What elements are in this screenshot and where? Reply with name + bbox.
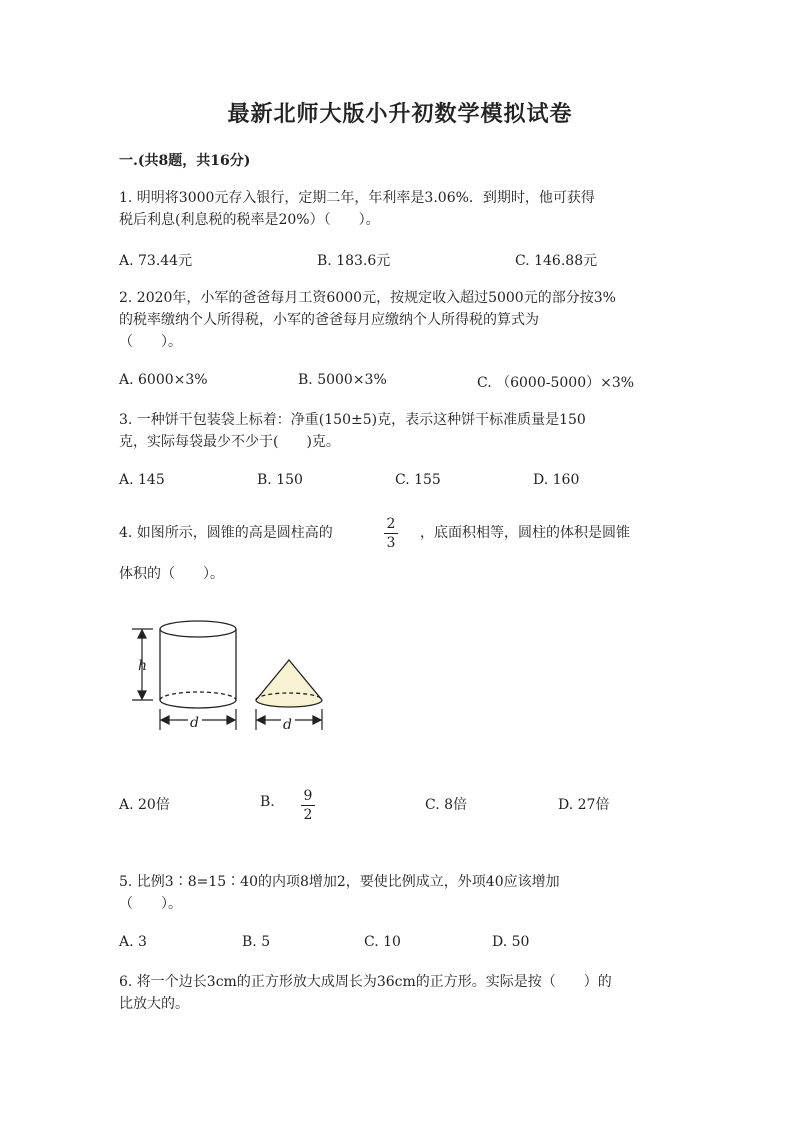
section-heading: 一.(共8题，共16分)	[119, 153, 251, 169]
q4-fraction-denominator: 3	[386, 535, 396, 551]
question-4-line-1b: ，底面积相等，圆柱的体积是圆锥	[420, 525, 630, 541]
page-title: 最新北师大版小升初数学模拟试卷	[227, 102, 573, 127]
question-4-line-2: 体积的（ ）。	[119, 566, 224, 582]
question-1	[119, 187, 595, 231]
cylinder-diameter-label: d	[190, 715, 199, 731]
q4-fraction-numerator: 2	[386, 516, 396, 532]
question-2	[119, 287, 616, 353]
question-6-line-1: 6. 将一个边长3cm的正方形放大成周长为36cm的正方形。实际是按（ ）的	[119, 974, 612, 990]
question-4-line-1a: 4. 如图所示，圆锥的高是圆柱高的	[119, 525, 333, 541]
question-2-line-1: 2. 2020年，小军的爸爸每月工资6000元，按规定收入超过5000元的部分按3%	[119, 290, 616, 306]
q4-option-b-numerator: 9	[303, 788, 313, 804]
question-5-line-2: （ ）。	[119, 896, 182, 912]
q1-option-c: C. 146.88元	[515, 253, 598, 269]
q3-option-d: D. 160	[533, 472, 580, 488]
q5-option-b: B. 5	[242, 934, 271, 950]
cone-shape	[256, 660, 322, 707]
question-5	[119, 871, 560, 915]
q1-option-a: A. 73.44元	[119, 253, 193, 269]
q5-option-d: D. 50	[492, 934, 530, 950]
cylinder-cone-figure	[125, 612, 355, 742]
question-5-line-1: 5. 比例3∶8=15∶40的内项8增加2，要使比例成立，外项40应该增加	[119, 874, 560, 890]
cone-diameter-label: d	[283, 717, 292, 733]
cylinder-shape	[160, 621, 236, 708]
question-2-line-3: （ ）。	[119, 334, 182, 350]
height-label: h	[138, 658, 148, 674]
q2-option-b: B. 5000×3%	[298, 372, 387, 388]
question-2-line-2: 的税率缴纳个人所得税，小军的爸爸每月应缴纳个人所得税的算式为	[119, 312, 539, 328]
question-1-line-1: 1. 明明将3000元存入银行，定期二年，年利率是3.06%．到期时，他可获得	[119, 190, 595, 206]
question-3-line-2: 克，实际每袋最少不少于( )克。	[119, 434, 340, 450]
question-6	[119, 971, 612, 1015]
q3-option-b: B. 150	[257, 472, 303, 488]
q1-option-b: B. 183.6元	[317, 253, 391, 269]
q5-option-a: A. 3	[119, 934, 147, 950]
question-6-line-2: 比放大的。	[119, 996, 189, 1012]
q4-option-d: D. 27倍	[558, 797, 610, 813]
q4-option-b-fraction	[301, 788, 315, 823]
q2-option-a: A. 6000×3%	[119, 372, 208, 388]
question-3	[119, 409, 586, 453]
q3-option-a: A. 145	[119, 472, 165, 488]
q4-fraction	[384, 516, 398, 551]
q4-option-c: C. 8倍	[425, 797, 468, 813]
q4-option-a: A. 20倍	[119, 797, 170, 813]
question-1-line-2: 税后利息(利息税的税率是20%）（ ）。	[119, 212, 380, 228]
question-3-line-1: 3. 一种饼干包装袋上标着：净重(150±5)克，表示这种饼干标准质量是150	[119, 412, 586, 428]
q4-option-b-denominator: 2	[303, 807, 313, 823]
q2-option-c: C. （6000-5000）×3%	[477, 375, 635, 391]
q3-option-c: C. 155	[395, 472, 441, 488]
q4-option-b: B.	[260, 794, 275, 810]
q5-option-c: C. 10	[364, 934, 401, 950]
